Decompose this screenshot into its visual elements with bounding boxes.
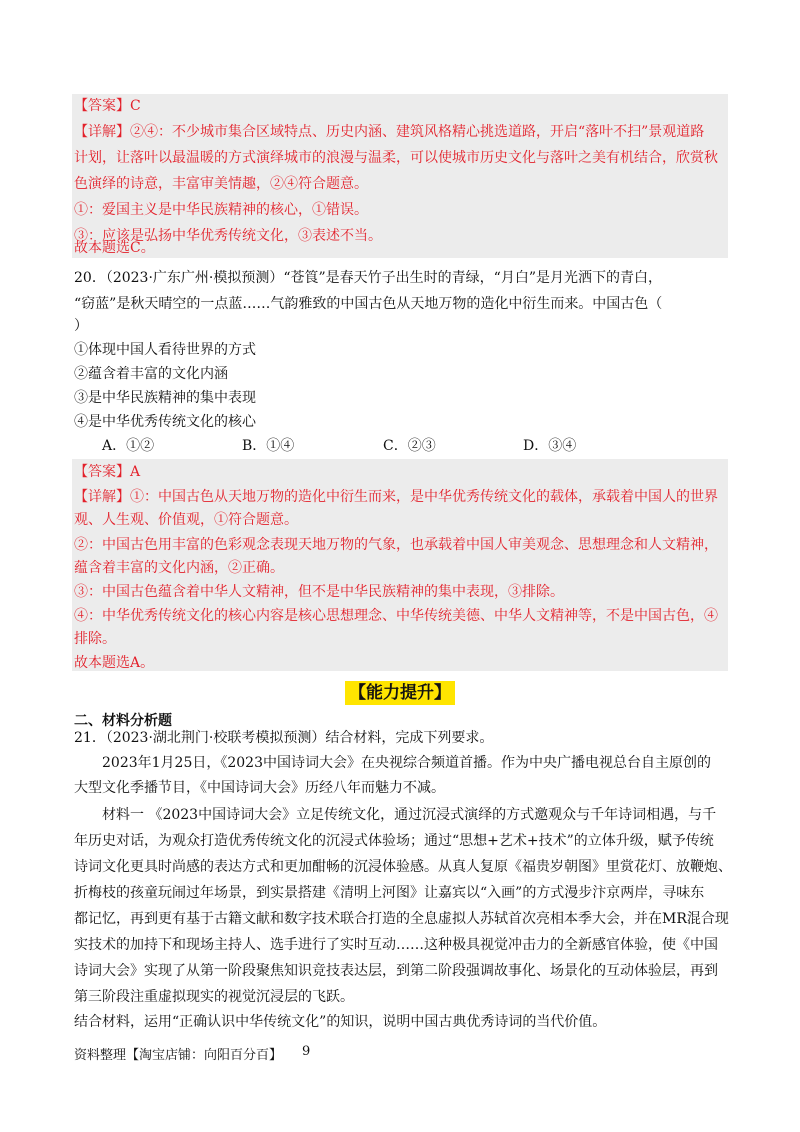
q20-stem-line-2: “窃蓝”是秋天晴空的一点蓝……气韵雅致的中国古色从天地万物的造化中衍生而来。中国古色（: [74, 296, 663, 312]
section-title: 二、材料分析题: [74, 713, 172, 729]
conclusion-20: 故本题选A。: [74, 655, 155, 671]
q21-material-line-7: 都记忆，再到更有基于古籍文献和数字技术联合打造的全息虚拟人苏轼首次亮相本季大会，并在MR混合现: [74, 911, 729, 927]
detail-19-line-3: 色演绎的诗意，丰富审美情趣，②④符合题意。: [74, 176, 368, 192]
q20-option-c: C．②③: [383, 438, 436, 454]
q20-statement-3: ③是中华民族精神的集中表现: [74, 390, 256, 406]
q20-option-b: B．①④: [242, 438, 295, 454]
q20-option-d: D．③④: [523, 438, 577, 454]
detail-20-line-2: 观、人生观、价值观，①符合题意。: [74, 512, 298, 528]
q20-stem-line-3: ）: [74, 318, 88, 334]
banner-label: 【能力提升】: [345, 681, 455, 705]
q20-statement-1: ①体现中国人看待世界的方式: [74, 342, 256, 358]
detail-20-line-4: 蕴含着丰富的文化内涵，②正确。: [74, 560, 284, 576]
q21-material-line-1: 2023年1月25日，《2023中国诗词大会》在央视综合频道首播。作为中央广播电视总台自主原创的: [102, 755, 711, 771]
q20-stem-line-1: 20．（2023·广东广州·模拟预测）“苍筤”是春天竹子出生时的青绿，“月白”是月光洒下的青白，: [74, 270, 662, 286]
detail-19-line-1: 【详解】②④：不少城市集合区域特点、历史内涵、建筑风格精心挑选道路，开启“落叶不扫”景观道路: [74, 124, 705, 140]
detail-20-line-1: 【详解】①：中国古色从天地万物的造化中衍生而来，是中华优秀传统文化的载体，承载着中国人的世界: [74, 489, 718, 505]
q21-stem: 21．（2023·湖北荆门·校联考模拟预测）结合材料，完成下列要求。: [74, 730, 494, 746]
q20-statement-4: ④是中华优秀传统文化的核心: [74, 414, 256, 430]
detail-19-line-4: ①：爱国主义是中华民族精神的核心，①错误。: [74, 202, 368, 218]
answer-19: 【答案】C: [74, 98, 141, 114]
detail-20-line-7: 排除。: [74, 631, 116, 647]
footer-source: 资料整理【淘宝店铺：向阳百分百】: [74, 1048, 283, 1063]
page-number: 9: [302, 1044, 311, 1059]
q20-option-a: A．①②: [102, 438, 155, 454]
q21-material-line-3: 材料一 《2023中国诗词大会》立足传统文化，通过沉浸式演绎的方式邀观众与千年诗词相遇，与千: [102, 807, 717, 823]
q21-material-line-2: 大型文化季播节目，《中国诗词大会》历经八年而魅力不减。: [74, 780, 445, 796]
q21-material-line-8: 实技术的加持下和现场主持人、选手进行了实时互动……这种极具视觉冲击力的全新感官体验，使《中国: [74, 937, 718, 953]
answer-20: 【答案】A: [74, 464, 141, 480]
section-banner: [0, 678, 800, 703]
q21-material-line-5: 诗词文化更具时尚感的表达方式和更加酣畅的沉浸体验感。从真人复原《福贵岁朝图》里赏花灯、放鞭炮、: [74, 859, 732, 875]
conclusion-19: 故本题选C。: [74, 240, 155, 256]
detail-20-line-6: ④：中华优秀传统文化的核心内容是核心思想理念、中华传统美德、中华人文精神等，不是中国古色，④: [74, 608, 718, 624]
q21-material-line-10: 第三阶段注重虚拟现实的视觉沉浸层的飞跃。: [74, 989, 354, 1005]
q20-statement-2: ②蕴含着丰富的文化内涵: [74, 366, 228, 382]
detail-20-line-3: ②：中国古色用丰富的色彩观念表现天地万物的气象，也承载着中国人审美观念、思想理念和人文精神，: [74, 537, 718, 553]
detail-20-line-5: ③：中国古色蕴含着中华人文精神，但不是中华民族精神的集中表现，③排除。: [74, 584, 564, 600]
q21-question: 结合材料，运用“正确认识中华传统文化”的知识，说明中国古典优秀诗词的当代价值。: [74, 1014, 607, 1030]
q21-material-line-6: 折梅枝的孩童玩闹过年场景，到实景搭建《清明上河图》让嘉宾以“入画”的方式漫步汴京两岸，寻味东: [74, 885, 705, 901]
detail-19-line-2: 计划，让落叶以最温暖的方式演绎城市的浪漫与温柔，可以使城市历史文化与落叶之美有机结合，欣赏秋: [74, 150, 718, 166]
q21-material-line-4: 年历史对话，为观众打造优秀传统文化的沉浸式体验场；通过“思想+艺术+技术”的立体升级，赋予传统: [74, 833, 714, 849]
detail-19-line-5: ③：应该是弘扬中华优秀传统文化，③表述不当。: [74, 228, 382, 244]
q21-material-line-9: 诗词大会》实现了从第一阶段聚焦知识竞技表达层，到第二阶段强调故事化、场景化的互动体验层，再到: [74, 963, 718, 979]
